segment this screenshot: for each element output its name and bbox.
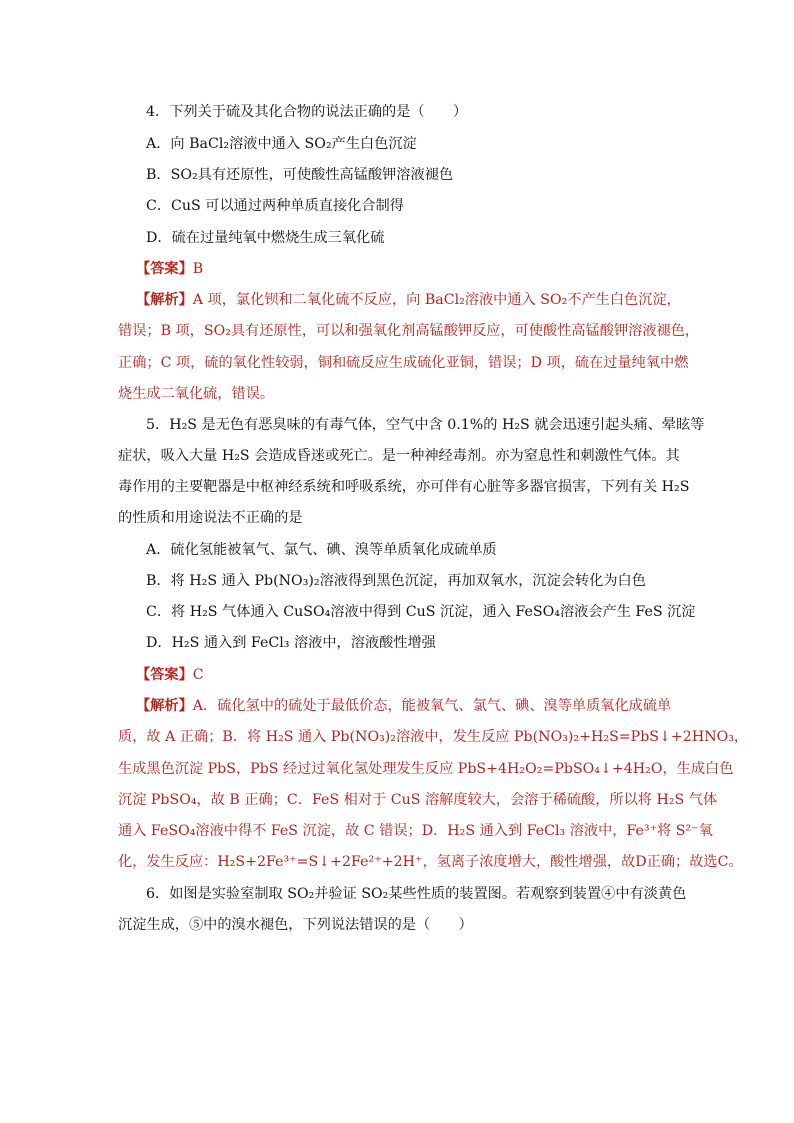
answer-value: C <box>192 667 204 683</box>
q5-analysis-line-6: 化，发生反应：H₂S+2Fe³⁺=S↓+2Fe²⁺+2H⁺，氢离子浓度增大，酸性增强，故D正确；故选C。 <box>118 854 743 870</box>
analysis-tag: 【解析】 <box>136 292 193 308</box>
q4-answer <box>136 259 203 279</box>
q5-stem-line-1: 5．H₂S 是无色有恶臭味的有毒气体，空气中含 0.1%的 H₂S 就会迅速引起头痛、晕眩等 <box>146 417 705 433</box>
q4-option-d: D．硫在过量纯氧中燃烧生成三氧化硫 <box>146 230 385 246</box>
q4-analysis-line-3: 正确；C 项，硫的氧化性较弱，铜和硫反应生成硫化亚铜，错误；D 项，硫在过量纯氧中燃 <box>118 355 689 371</box>
q6-stem-line-2: 沉淀生成，⑤中的溴水褪色，下列说法错误的是（ ） <box>118 917 473 933</box>
q4-analysis-line-2: 错误；B 项，SO₂具有还原性，可以和强氧化剂高锰酸钾反应，可使酸性高锰酸钾溶液褪色， <box>118 323 700 339</box>
answer-tag: 【答案】 <box>136 261 193 277</box>
analysis-tag: 【解析】 <box>136 698 193 714</box>
q5-analysis-line-1: 【解析】A．硫化氢中的硫处于最低价态，能被氧气、氯气、碘、溴等单质氧化成硫单 <box>136 698 672 714</box>
q5-stem-line-3: 毒作用的主要靶器是中枢神经系统和呼吸系统，亦可伴有心脏等多器官损害，下列有关 H₂S <box>118 479 690 495</box>
q5-analysis-line-5: 通入 FeSO₄溶液中得不 FeS 沉淀，故 C 错误；D．H₂S 通入到 FeCl₃ 溶液中，Fe³⁺将 S²⁻氧 <box>118 823 713 839</box>
q5-option-a: A．硫化氢能被氧气、氯气、碘、溴等单质氧化成硫单质 <box>146 542 497 558</box>
q4-analysis-line-4: 烧生成二氧化硫，错误。 <box>118 386 275 402</box>
q5-analysis-line-2: 质，故 A 正确；B．将 H₂S 通入 Pb(NO₃)₂溶液中，发生反应 Pb(NO₃)₂+H₂S=PbS↓+2HNO₃， <box>118 729 749 745</box>
q5-analysis-line-4: 沉淀 PbSO₄，故 B 正确；C．FeS 相对于 CuS 溶解度较大，会溶于稀硫酸，所以将 H₂S 气体 <box>118 792 718 808</box>
answer-value: B <box>192 261 204 277</box>
q5-option-b: B．将 H₂S 通入 Pb(NO₃)₂溶液得到黑色沉淀，再加双氧水，沉淀会转化为白色 <box>146 573 646 589</box>
q5-stem-line-4: 的性质和用途说法不正确的是 <box>118 510 303 526</box>
answer-tag: 【答案】 <box>136 667 193 683</box>
q4-option-c: C．CuS 可以通过两种单质直接化合制得 <box>146 198 404 214</box>
q5-stem-line-2: 症状，吸入大量 H₂S 会造成昏迷或死亡。是一种神经毒剂。亦为窒息性和刺激性气体。其 <box>118 448 680 464</box>
q4-option-b: B．SO₂具有还原性，可使酸性高锰酸钾溶液褪色 <box>146 167 454 183</box>
q4-stem: 4．下列关于硫及其化合物的说法正确的是（ ） <box>146 104 468 120</box>
q5-analysis-line-3: 生成黑色沉淀 PbS，PbS 经过过氧化氢处理发生反应 PbS+4H₂O₂=PbSO₄↓+4H₂O，生成白色 <box>118 761 734 777</box>
q5-answer <box>136 665 204 685</box>
q6-stem-line-1: 6．如图是实验室制取 SO₂并验证 SO₂某些性质的装置图。若观察到装置④中有淡黄色 <box>146 886 687 902</box>
q5-option-c: C．将 H₂S 气体通入 CuSO₄溶液中得到 CuS 沉淀，通入 FeSO₄溶液会产生 FeS 沉淀 <box>146 604 696 620</box>
q5-option-d: D．H₂S 通入到 FeCl₃ 溶液中，溶液酸性增强 <box>146 635 436 651</box>
q4-option-a: A．向 BaCl₂溶液中通入 SO₂产生白色沉淀 <box>146 136 417 152</box>
q4-analysis-line-1: 【解析】A 项，氯化钡和二氧化硫不反应，向 BaCl₂溶液中通入 SO₂不产生白色沉淀， <box>136 292 681 308</box>
